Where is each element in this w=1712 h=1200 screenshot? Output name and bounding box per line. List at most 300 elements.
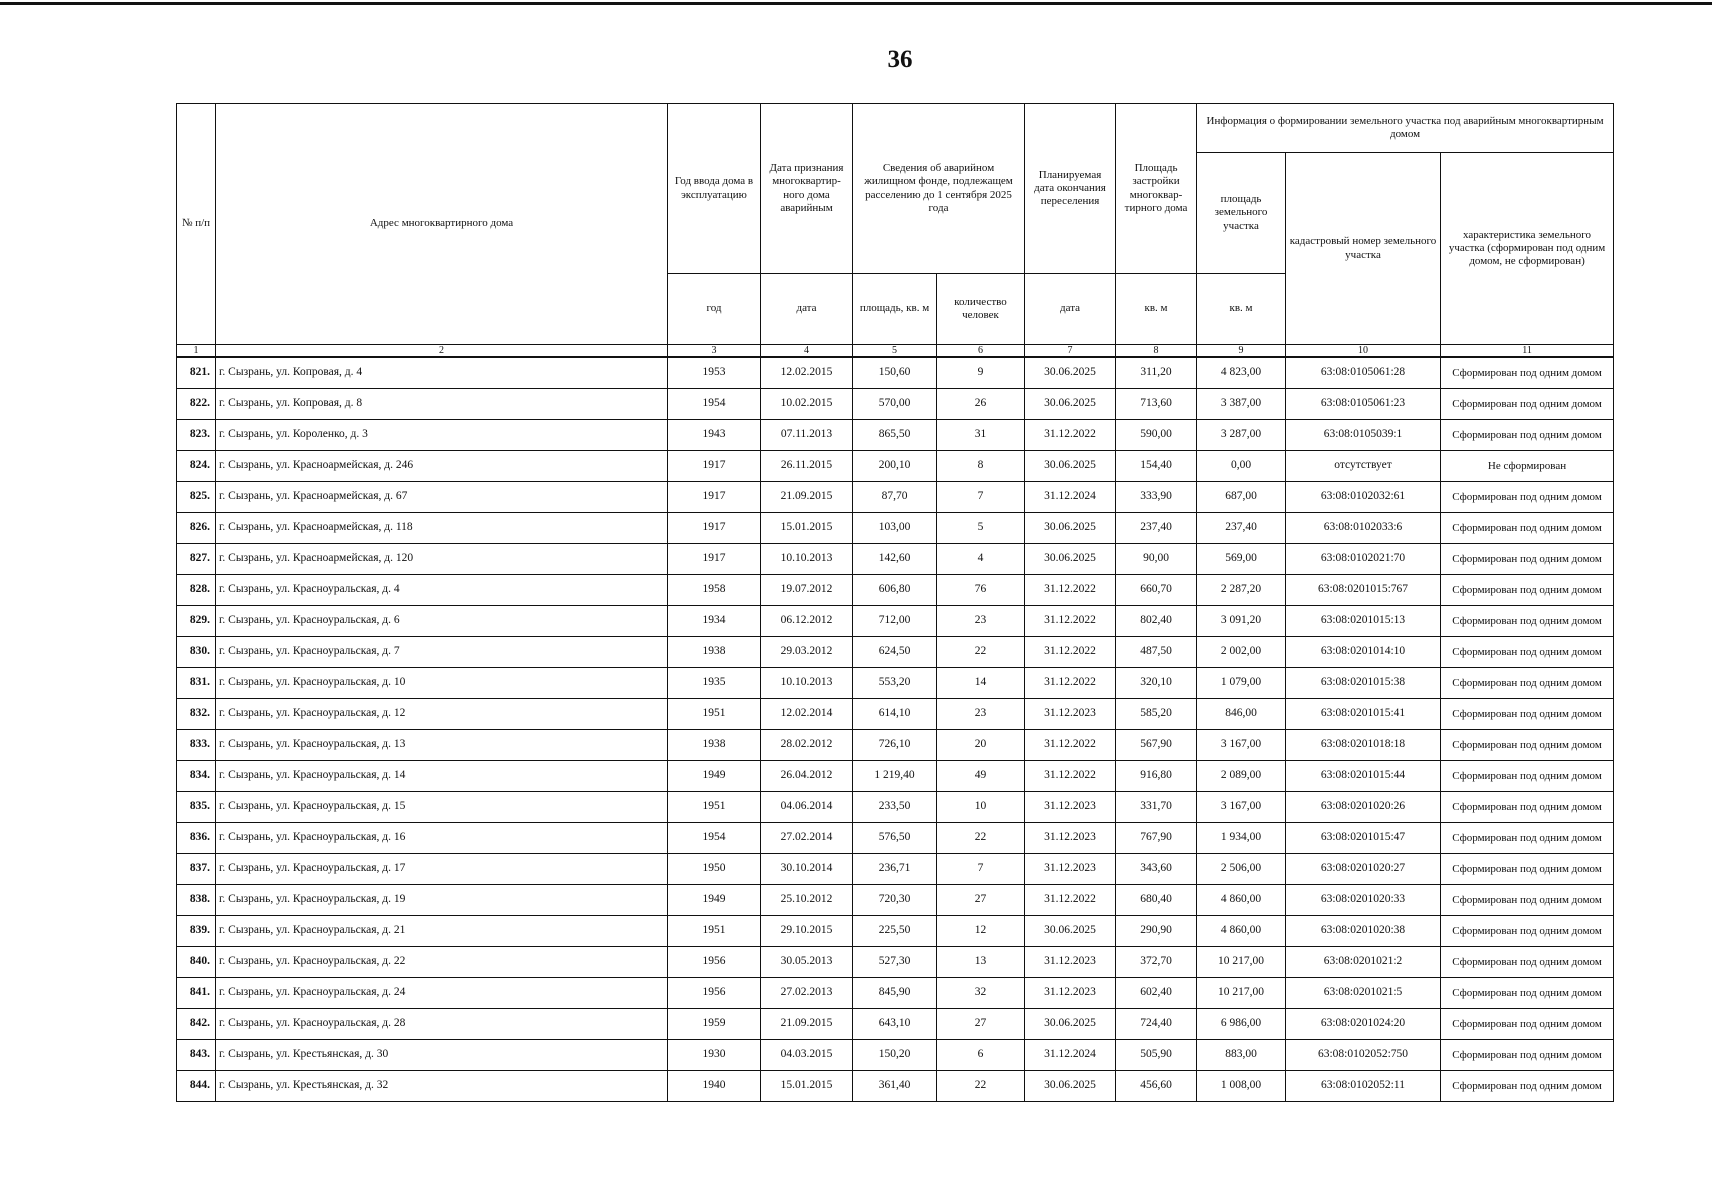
people-count-cell: 7 xyxy=(937,482,1025,513)
building-area-cell: 311,20 xyxy=(1116,357,1197,389)
row-number: 821. xyxy=(177,357,216,389)
people-count-cell: 23 xyxy=(937,606,1025,637)
table-row xyxy=(177,606,1614,637)
top-border-line xyxy=(0,2,1712,5)
address-cell: г. Сызрань, ул. Красноармейская, д. 246 xyxy=(216,451,668,482)
cadastral-number-cell: 63:08:0201021:5 xyxy=(1286,978,1441,1009)
land-area-cell: 687,00 xyxy=(1197,482,1286,513)
table-row xyxy=(177,978,1614,1009)
land-characteristic-cell: Сформирован под одним домом xyxy=(1441,513,1614,544)
address-cell: г. Сызрань, ул. Красноуральская, д. 22 xyxy=(216,947,668,978)
land-characteristic-cell: Сформирован под одним домом xyxy=(1441,420,1614,451)
building-area-cell: 602,40 xyxy=(1116,978,1197,1009)
planned-date-cell: 31.12.2022 xyxy=(1025,606,1116,637)
building-area-cell: 343,60 xyxy=(1116,854,1197,885)
recognition-date-cell: 21.09.2015 xyxy=(761,482,853,513)
cadastral-number-cell: 63:08:0201015:38 xyxy=(1286,668,1441,699)
housing-area-cell: 200,10 xyxy=(853,451,937,482)
land-characteristic-cell: Сформирован под одним домом xyxy=(1441,389,1614,420)
land-area-cell: 10 217,00 xyxy=(1197,947,1286,978)
planned-date-cell: 31.12.2022 xyxy=(1025,761,1116,792)
row-number: 826. xyxy=(177,513,216,544)
people-count-cell: 14 xyxy=(937,668,1025,699)
land-area-cell: 10 217,00 xyxy=(1197,978,1286,1009)
address-cell: г. Сызрань, ул. Красноуральская, д. 15 xyxy=(216,792,668,823)
year-cell: 1935 xyxy=(668,668,761,699)
cadastral-number-cell: 63:08:0105039:1 xyxy=(1286,420,1441,451)
row-number: 837. xyxy=(177,854,216,885)
building-area-cell: 724,40 xyxy=(1116,1009,1197,1040)
people-count-cell: 9 xyxy=(937,357,1025,389)
address-cell: г. Сызрань, ул. Красноуральская, д. 7 xyxy=(216,637,668,668)
housing-area-cell: 643,10 xyxy=(853,1009,937,1040)
row-number: 831. xyxy=(177,668,216,699)
recognition-date-cell: 07.11.2013 xyxy=(761,420,853,451)
planned-date-cell: 31.12.2023 xyxy=(1025,854,1116,885)
address-cell: г. Сызрань, ул. Крестьянская, д. 32 xyxy=(216,1071,668,1102)
recognition-date-cell: 26.11.2015 xyxy=(761,451,853,482)
header-characteristic: характеристика земельного участка (сформирован под одним домом, не сформирован) xyxy=(1441,153,1614,345)
cadastral-number-cell: 63:08:0201015:47 xyxy=(1286,823,1441,854)
land-area-cell: 883,00 xyxy=(1197,1040,1286,1071)
building-area-cell: 802,40 xyxy=(1116,606,1197,637)
housing-area-cell: 712,00 xyxy=(853,606,937,637)
land-characteristic-cell: Сформирован под одним домом xyxy=(1441,978,1614,1009)
table-row xyxy=(177,637,1614,668)
row-number: 840. xyxy=(177,947,216,978)
row-number: 834. xyxy=(177,761,216,792)
people-count-cell: 32 xyxy=(937,978,1025,1009)
building-area-cell: 290,90 xyxy=(1116,916,1197,947)
address-cell: г. Сызрань, ул. Красноуральская, д. 12 xyxy=(216,699,668,730)
recognition-date-cell: 21.09.2015 xyxy=(761,1009,853,1040)
planned-date-cell: 31.12.2022 xyxy=(1025,730,1116,761)
header-housing-info: Сведения об аварийном жилищном фонде, подлежащем расселению до 1 сентября 2025 года xyxy=(853,104,1025,274)
recognition-date-cell: 27.02.2014 xyxy=(761,823,853,854)
cadastral-number-cell: 63:08:0201020:26 xyxy=(1286,792,1441,823)
planned-date-cell: 30.06.2025 xyxy=(1025,357,1116,389)
year-cell: 1940 xyxy=(668,1071,761,1102)
unit-date: дата xyxy=(761,274,853,345)
cadastral-number-cell: 63:08:0201018:18 xyxy=(1286,730,1441,761)
housing-area-cell: 624,50 xyxy=(853,637,937,668)
address-cell: г. Сызрань, ул. Красноармейская, д. 67 xyxy=(216,482,668,513)
building-area-cell: 680,40 xyxy=(1116,885,1197,916)
year-cell: 1917 xyxy=(668,451,761,482)
land-characteristic-cell: Сформирован под одним домом xyxy=(1441,575,1614,606)
land-area-cell: 1 934,00 xyxy=(1197,823,1286,854)
recognition-date-cell: 12.02.2014 xyxy=(761,699,853,730)
year-cell: 1949 xyxy=(668,885,761,916)
housing-area-cell: 142,60 xyxy=(853,544,937,575)
people-count-cell: 6 xyxy=(937,1040,1025,1071)
people-count-cell: 12 xyxy=(937,916,1025,947)
land-area-cell: 237,40 xyxy=(1197,513,1286,544)
column-index: 6 xyxy=(937,345,1025,358)
planned-date-cell: 30.06.2025 xyxy=(1025,389,1116,420)
housing-area-cell: 576,50 xyxy=(853,823,937,854)
address-cell: г. Сызрань, ул. Красноуральская, д. 21 xyxy=(216,916,668,947)
year-cell: 1954 xyxy=(668,823,761,854)
cadastral-number-cell: 63:08:0102052:11 xyxy=(1286,1071,1441,1102)
address-cell: г. Сызрань, ул. Красноуральская, д. 24 xyxy=(216,978,668,1009)
housing-area-cell: 553,20 xyxy=(853,668,937,699)
planned-date-cell: 30.06.2025 xyxy=(1025,451,1116,482)
housing-area-cell: 865,50 xyxy=(853,420,937,451)
building-area-cell: 590,00 xyxy=(1116,420,1197,451)
table-body xyxy=(177,357,1614,1102)
year-cell: 1958 xyxy=(668,575,761,606)
year-cell: 1951 xyxy=(668,699,761,730)
table-row xyxy=(177,1040,1614,1071)
row-number: 830. xyxy=(177,637,216,668)
housing-area-cell: 225,50 xyxy=(853,916,937,947)
planned-date-cell: 30.06.2025 xyxy=(1025,1009,1116,1040)
planned-date-cell: 31.12.2024 xyxy=(1025,482,1116,513)
table-row xyxy=(177,885,1614,916)
header-num: № п/п xyxy=(177,104,216,345)
row-number: 822. xyxy=(177,389,216,420)
table-row xyxy=(177,916,1614,947)
land-area-cell: 3 167,00 xyxy=(1197,730,1286,761)
year-cell: 1917 xyxy=(668,513,761,544)
building-area-cell: 713,60 xyxy=(1116,389,1197,420)
emergency-housing-table xyxy=(176,103,1614,1102)
building-area-cell: 456,60 xyxy=(1116,1071,1197,1102)
header-building-area: Площадь застройки многоквар-тирного дома xyxy=(1116,104,1197,274)
table-row xyxy=(177,668,1614,699)
people-count-cell: 22 xyxy=(937,1071,1025,1102)
planned-date-cell: 30.06.2025 xyxy=(1025,916,1116,947)
recognition-date-cell: 15.01.2015 xyxy=(761,513,853,544)
table-row xyxy=(177,575,1614,606)
row-number: 842. xyxy=(177,1009,216,1040)
header-planned-date: Планируемая дата окончания переселения xyxy=(1025,104,1116,274)
land-characteristic-cell: Сформирован под одним домом xyxy=(1441,854,1614,885)
year-cell: 1938 xyxy=(668,730,761,761)
land-characteristic-cell: Сформирован под одним домом xyxy=(1441,606,1614,637)
planned-date-cell: 31.12.2022 xyxy=(1025,668,1116,699)
recognition-date-cell: 30.05.2013 xyxy=(761,947,853,978)
year-cell: 1943 xyxy=(668,420,761,451)
column-index: 2 xyxy=(216,345,668,358)
land-area-cell: 2 287,20 xyxy=(1197,575,1286,606)
year-cell: 1917 xyxy=(668,544,761,575)
people-count-cell: 10 xyxy=(937,792,1025,823)
people-count-cell: 23 xyxy=(937,699,1025,730)
land-area-cell: 1 079,00 xyxy=(1197,668,1286,699)
planned-date-cell: 30.06.2025 xyxy=(1025,513,1116,544)
table-row xyxy=(177,1009,1614,1040)
planned-date-cell: 31.12.2022 xyxy=(1025,637,1116,668)
year-cell: 1917 xyxy=(668,482,761,513)
cadastral-number-cell: 63:08:0105061:23 xyxy=(1286,389,1441,420)
recognition-date-cell: 10.02.2015 xyxy=(761,389,853,420)
year-cell: 1954 xyxy=(668,389,761,420)
planned-date-cell: 31.12.2023 xyxy=(1025,699,1116,730)
planned-date-cell: 31.12.2024 xyxy=(1025,1040,1116,1071)
people-count-cell: 26 xyxy=(937,389,1025,420)
row-number: 839. xyxy=(177,916,216,947)
building-area-cell: 660,70 xyxy=(1116,575,1197,606)
address-cell: г. Сызрань, ул. Короленко, д. 3 xyxy=(216,420,668,451)
housing-area-cell: 236,71 xyxy=(853,854,937,885)
header-address: Адрес многоквартирного дома xyxy=(216,104,668,345)
people-count-cell: 22 xyxy=(937,823,1025,854)
table-row xyxy=(177,1071,1614,1102)
land-characteristic-cell: Сформирован под одним домом xyxy=(1441,947,1614,978)
table-row xyxy=(177,730,1614,761)
cadastral-number-cell: 63:08:0102052:750 xyxy=(1286,1040,1441,1071)
people-count-cell: 7 xyxy=(937,854,1025,885)
address-cell: г. Сызрань, ул. Копровая, д. 8 xyxy=(216,389,668,420)
row-number: 838. xyxy=(177,885,216,916)
row-number: 843. xyxy=(177,1040,216,1071)
building-area-cell: 585,20 xyxy=(1116,699,1197,730)
land-area-cell: 2 002,00 xyxy=(1197,637,1286,668)
land-area-cell: 3 287,00 xyxy=(1197,420,1286,451)
land-characteristic-cell: Сформирован под одним домом xyxy=(1441,1071,1614,1102)
land-area-cell: 2 089,00 xyxy=(1197,761,1286,792)
land-characteristic-cell: Сформирован под одним домом xyxy=(1441,357,1614,389)
planned-date-cell: 31.12.2023 xyxy=(1025,792,1116,823)
year-cell: 1953 xyxy=(668,357,761,389)
land-area-cell: 3 167,00 xyxy=(1197,792,1286,823)
table-row xyxy=(177,544,1614,575)
row-number: 828. xyxy=(177,575,216,606)
table-row xyxy=(177,451,1614,482)
land-area-cell: 846,00 xyxy=(1197,699,1286,730)
cadastral-number-cell: 63:08:0201020:38 xyxy=(1286,916,1441,947)
header-cadastral: кадастровый номер земельного участка xyxy=(1286,153,1441,345)
people-count-cell: 20 xyxy=(937,730,1025,761)
column-index: 8 xyxy=(1116,345,1197,358)
table-row xyxy=(177,761,1614,792)
unit-area: площадь, кв. м xyxy=(853,274,937,345)
table-row xyxy=(177,823,1614,854)
planned-date-cell: 31.12.2023 xyxy=(1025,978,1116,1009)
land-characteristic-cell: Сформирован под одним домом xyxy=(1441,916,1614,947)
table-row xyxy=(177,699,1614,730)
housing-area-cell: 150,20 xyxy=(853,1040,937,1071)
housing-area-cell: 606,80 xyxy=(853,575,937,606)
address-cell: г. Сызрань, ул. Копровая, д. 4 xyxy=(216,357,668,389)
cadastral-number-cell: 63:08:0201015:41 xyxy=(1286,699,1441,730)
housing-area-cell: 103,00 xyxy=(853,513,937,544)
cadastral-number-cell: 63:08:0102032:61 xyxy=(1286,482,1441,513)
column-index: 7 xyxy=(1025,345,1116,358)
cadastral-number-cell: 63:08:0201014:10 xyxy=(1286,637,1441,668)
address-cell: г. Сызрань, ул. Красноармейская, д. 118 xyxy=(216,513,668,544)
cadastral-number-cell: 63:08:0201021:2 xyxy=(1286,947,1441,978)
land-characteristic-cell: Сформирован под одним домом xyxy=(1441,1040,1614,1071)
people-count-cell: 31 xyxy=(937,420,1025,451)
recognition-date-cell: 12.02.2015 xyxy=(761,357,853,389)
land-characteristic-cell: Сформирован под одним домом xyxy=(1441,668,1614,699)
year-cell: 1959 xyxy=(668,1009,761,1040)
row-number: 827. xyxy=(177,544,216,575)
address-cell: г. Сызрань, ул. Красноуральская, д. 17 xyxy=(216,854,668,885)
housing-area-cell: 845,90 xyxy=(853,978,937,1009)
land-characteristic-cell: Сформирован под одним домом xyxy=(1441,792,1614,823)
people-count-cell: 5 xyxy=(937,513,1025,544)
year-cell: 1950 xyxy=(668,854,761,885)
cadastral-number-cell: 63:08:0201015:13 xyxy=(1286,606,1441,637)
land-area-cell: 3 091,20 xyxy=(1197,606,1286,637)
table-row xyxy=(177,357,1614,389)
row-number: 833. xyxy=(177,730,216,761)
address-cell: г. Сызрань, ул. Красноармейская, д. 120 xyxy=(216,544,668,575)
building-area-cell: 333,90 xyxy=(1116,482,1197,513)
building-area-cell: 372,70 xyxy=(1116,947,1197,978)
land-characteristic-cell: Сформирован под одним домом xyxy=(1441,885,1614,916)
housing-area-cell: 1 219,40 xyxy=(853,761,937,792)
land-characteristic-cell: Не сформирован xyxy=(1441,451,1614,482)
unit-year: год xyxy=(668,274,761,345)
address-cell: г. Сызрань, ул. Красноуральская, д. 19 xyxy=(216,885,668,916)
column-index: 9 xyxy=(1197,345,1286,358)
building-area-cell: 237,40 xyxy=(1116,513,1197,544)
row-number: 836. xyxy=(177,823,216,854)
address-cell: г. Сызрань, ул. Красноуральская, д. 4 xyxy=(216,575,668,606)
unit-building-kvm: кв. м xyxy=(1116,274,1197,345)
header-year: Год ввода дома в эксплуатацию xyxy=(668,104,761,274)
column-index: 3 xyxy=(668,345,761,358)
table-row xyxy=(177,513,1614,544)
address-cell: г. Сызрань, ул. Красноуральская, д. 10 xyxy=(216,668,668,699)
row-number: 824. xyxy=(177,451,216,482)
table-header xyxy=(177,104,1614,358)
year-cell: 1938 xyxy=(668,637,761,668)
year-cell: 1951 xyxy=(668,916,761,947)
building-area-cell: 567,90 xyxy=(1116,730,1197,761)
address-cell: г. Сызрань, ул. Красноуральская, д. 16 xyxy=(216,823,668,854)
housing-area-cell: 614,10 xyxy=(853,699,937,730)
unit-people: количество человек xyxy=(937,274,1025,345)
land-area-cell: 1 008,00 xyxy=(1197,1071,1286,1102)
housing-area-cell: 720,30 xyxy=(853,885,937,916)
recognition-date-cell: 29.03.2012 xyxy=(761,637,853,668)
table-row xyxy=(177,792,1614,823)
address-cell: г. Сызрань, ул. Крестьянская, д. 30 xyxy=(216,1040,668,1071)
header-date-recognition: Дата признания многоквартир-ного дома аварийным xyxy=(761,104,853,274)
cadastral-number-cell: 63:08:0201020:27 xyxy=(1286,854,1441,885)
recognition-date-cell: 26.04.2012 xyxy=(761,761,853,792)
people-count-cell: 27 xyxy=(937,1009,1025,1040)
year-cell: 1934 xyxy=(668,606,761,637)
year-cell: 1956 xyxy=(668,978,761,1009)
year-cell: 1956 xyxy=(668,947,761,978)
cadastral-number-cell: 63:08:0201024:20 xyxy=(1286,1009,1441,1040)
year-cell: 1951 xyxy=(668,792,761,823)
address-cell: г. Сызрань, ул. Красноуральская, д. 6 xyxy=(216,606,668,637)
building-area-cell: 154,40 xyxy=(1116,451,1197,482)
land-characteristic-cell: Сформирован под одним домом xyxy=(1441,482,1614,513)
row-number: 844. xyxy=(177,1071,216,1102)
table-row xyxy=(177,420,1614,451)
land-area-cell: 0,00 xyxy=(1197,451,1286,482)
recognition-date-cell: 25.10.2012 xyxy=(761,885,853,916)
land-characteristic-cell: Сформирован под одним домом xyxy=(1441,730,1614,761)
recognition-date-cell: 04.03.2015 xyxy=(761,1040,853,1071)
table-row xyxy=(177,947,1614,978)
recognition-date-cell: 28.02.2012 xyxy=(761,730,853,761)
people-count-cell: 27 xyxy=(937,885,1025,916)
housing-area-cell: 361,40 xyxy=(853,1071,937,1102)
land-area-cell: 4 823,00 xyxy=(1197,357,1286,389)
unit-land-kvm: кв. м xyxy=(1197,274,1286,345)
housing-area-cell: 87,70 xyxy=(853,482,937,513)
cadastral-number-cell: 63:08:0105061:28 xyxy=(1286,357,1441,389)
land-characteristic-cell: Сформирован под одним домом xyxy=(1441,761,1614,792)
planned-date-cell: 31.12.2022 xyxy=(1025,885,1116,916)
recognition-date-cell: 10.10.2013 xyxy=(761,668,853,699)
header-land-group: Информация о формировании земельного участка под аварийным многоквартирным домом xyxy=(1197,104,1614,153)
planned-date-cell: 31.12.2022 xyxy=(1025,575,1116,606)
page-number: 36 xyxy=(887,46,913,73)
land-area-cell: 3 387,00 xyxy=(1197,389,1286,420)
land-area-cell: 569,00 xyxy=(1197,544,1286,575)
people-count-cell: 8 xyxy=(937,451,1025,482)
column-index-row xyxy=(177,345,1614,358)
cadastral-number-cell: 63:08:0201015:767 xyxy=(1286,575,1441,606)
land-area-cell: 2 506,00 xyxy=(1197,854,1286,885)
cadastral-number-cell: 63:08:0102033:6 xyxy=(1286,513,1441,544)
land-area-cell: 4 860,00 xyxy=(1197,916,1286,947)
recognition-date-cell: 29.10.2015 xyxy=(761,916,853,947)
people-count-cell: 13 xyxy=(937,947,1025,978)
land-characteristic-cell: Сформирован под одним домом xyxy=(1441,1009,1614,1040)
building-area-cell: 90,00 xyxy=(1116,544,1197,575)
row-number: 841. xyxy=(177,978,216,1009)
building-area-cell: 916,80 xyxy=(1116,761,1197,792)
planned-date-cell: 31.12.2022 xyxy=(1025,420,1116,451)
row-number: 832. xyxy=(177,699,216,730)
column-index: 11 xyxy=(1441,345,1614,358)
building-area-cell: 487,50 xyxy=(1116,637,1197,668)
planned-date-cell: 30.06.2025 xyxy=(1025,544,1116,575)
header-land-area: площадь земельного участка xyxy=(1197,153,1286,274)
row-number: 823. xyxy=(177,420,216,451)
column-index: 10 xyxy=(1286,345,1441,358)
housing-area-cell: 233,50 xyxy=(853,792,937,823)
planned-date-cell: 31.12.2023 xyxy=(1025,823,1116,854)
row-number: 835. xyxy=(177,792,216,823)
recognition-date-cell: 30.10.2014 xyxy=(761,854,853,885)
cadastral-number-cell: 63:08:0201015:44 xyxy=(1286,761,1441,792)
people-count-cell: 22 xyxy=(937,637,1025,668)
recognition-date-cell: 04.06.2014 xyxy=(761,792,853,823)
row-number: 829. xyxy=(177,606,216,637)
recognition-date-cell: 15.01.2015 xyxy=(761,1071,853,1102)
column-index: 4 xyxy=(761,345,853,358)
address-cell: г. Сызрань, ул. Красноуральская, д. 13 xyxy=(216,730,668,761)
people-count-cell: 4 xyxy=(937,544,1025,575)
year-cell: 1949 xyxy=(668,761,761,792)
table-row xyxy=(177,854,1614,885)
people-count-cell: 76 xyxy=(937,575,1025,606)
housing-area-cell: 150,60 xyxy=(853,357,937,389)
land-characteristic-cell: Сформирован под одним домом xyxy=(1441,637,1614,668)
land-characteristic-cell: Сформирован под одним домом xyxy=(1441,699,1614,730)
unit-planned-date: дата xyxy=(1025,274,1116,345)
recognition-date-cell: 19.07.2012 xyxy=(761,575,853,606)
cadastral-number-cell: 63:08:0102021:70 xyxy=(1286,544,1441,575)
planned-date-cell: 30.06.2025 xyxy=(1025,1071,1116,1102)
table-row xyxy=(177,482,1614,513)
planned-date-cell: 31.12.2023 xyxy=(1025,947,1116,978)
housing-area-cell: 527,30 xyxy=(853,947,937,978)
